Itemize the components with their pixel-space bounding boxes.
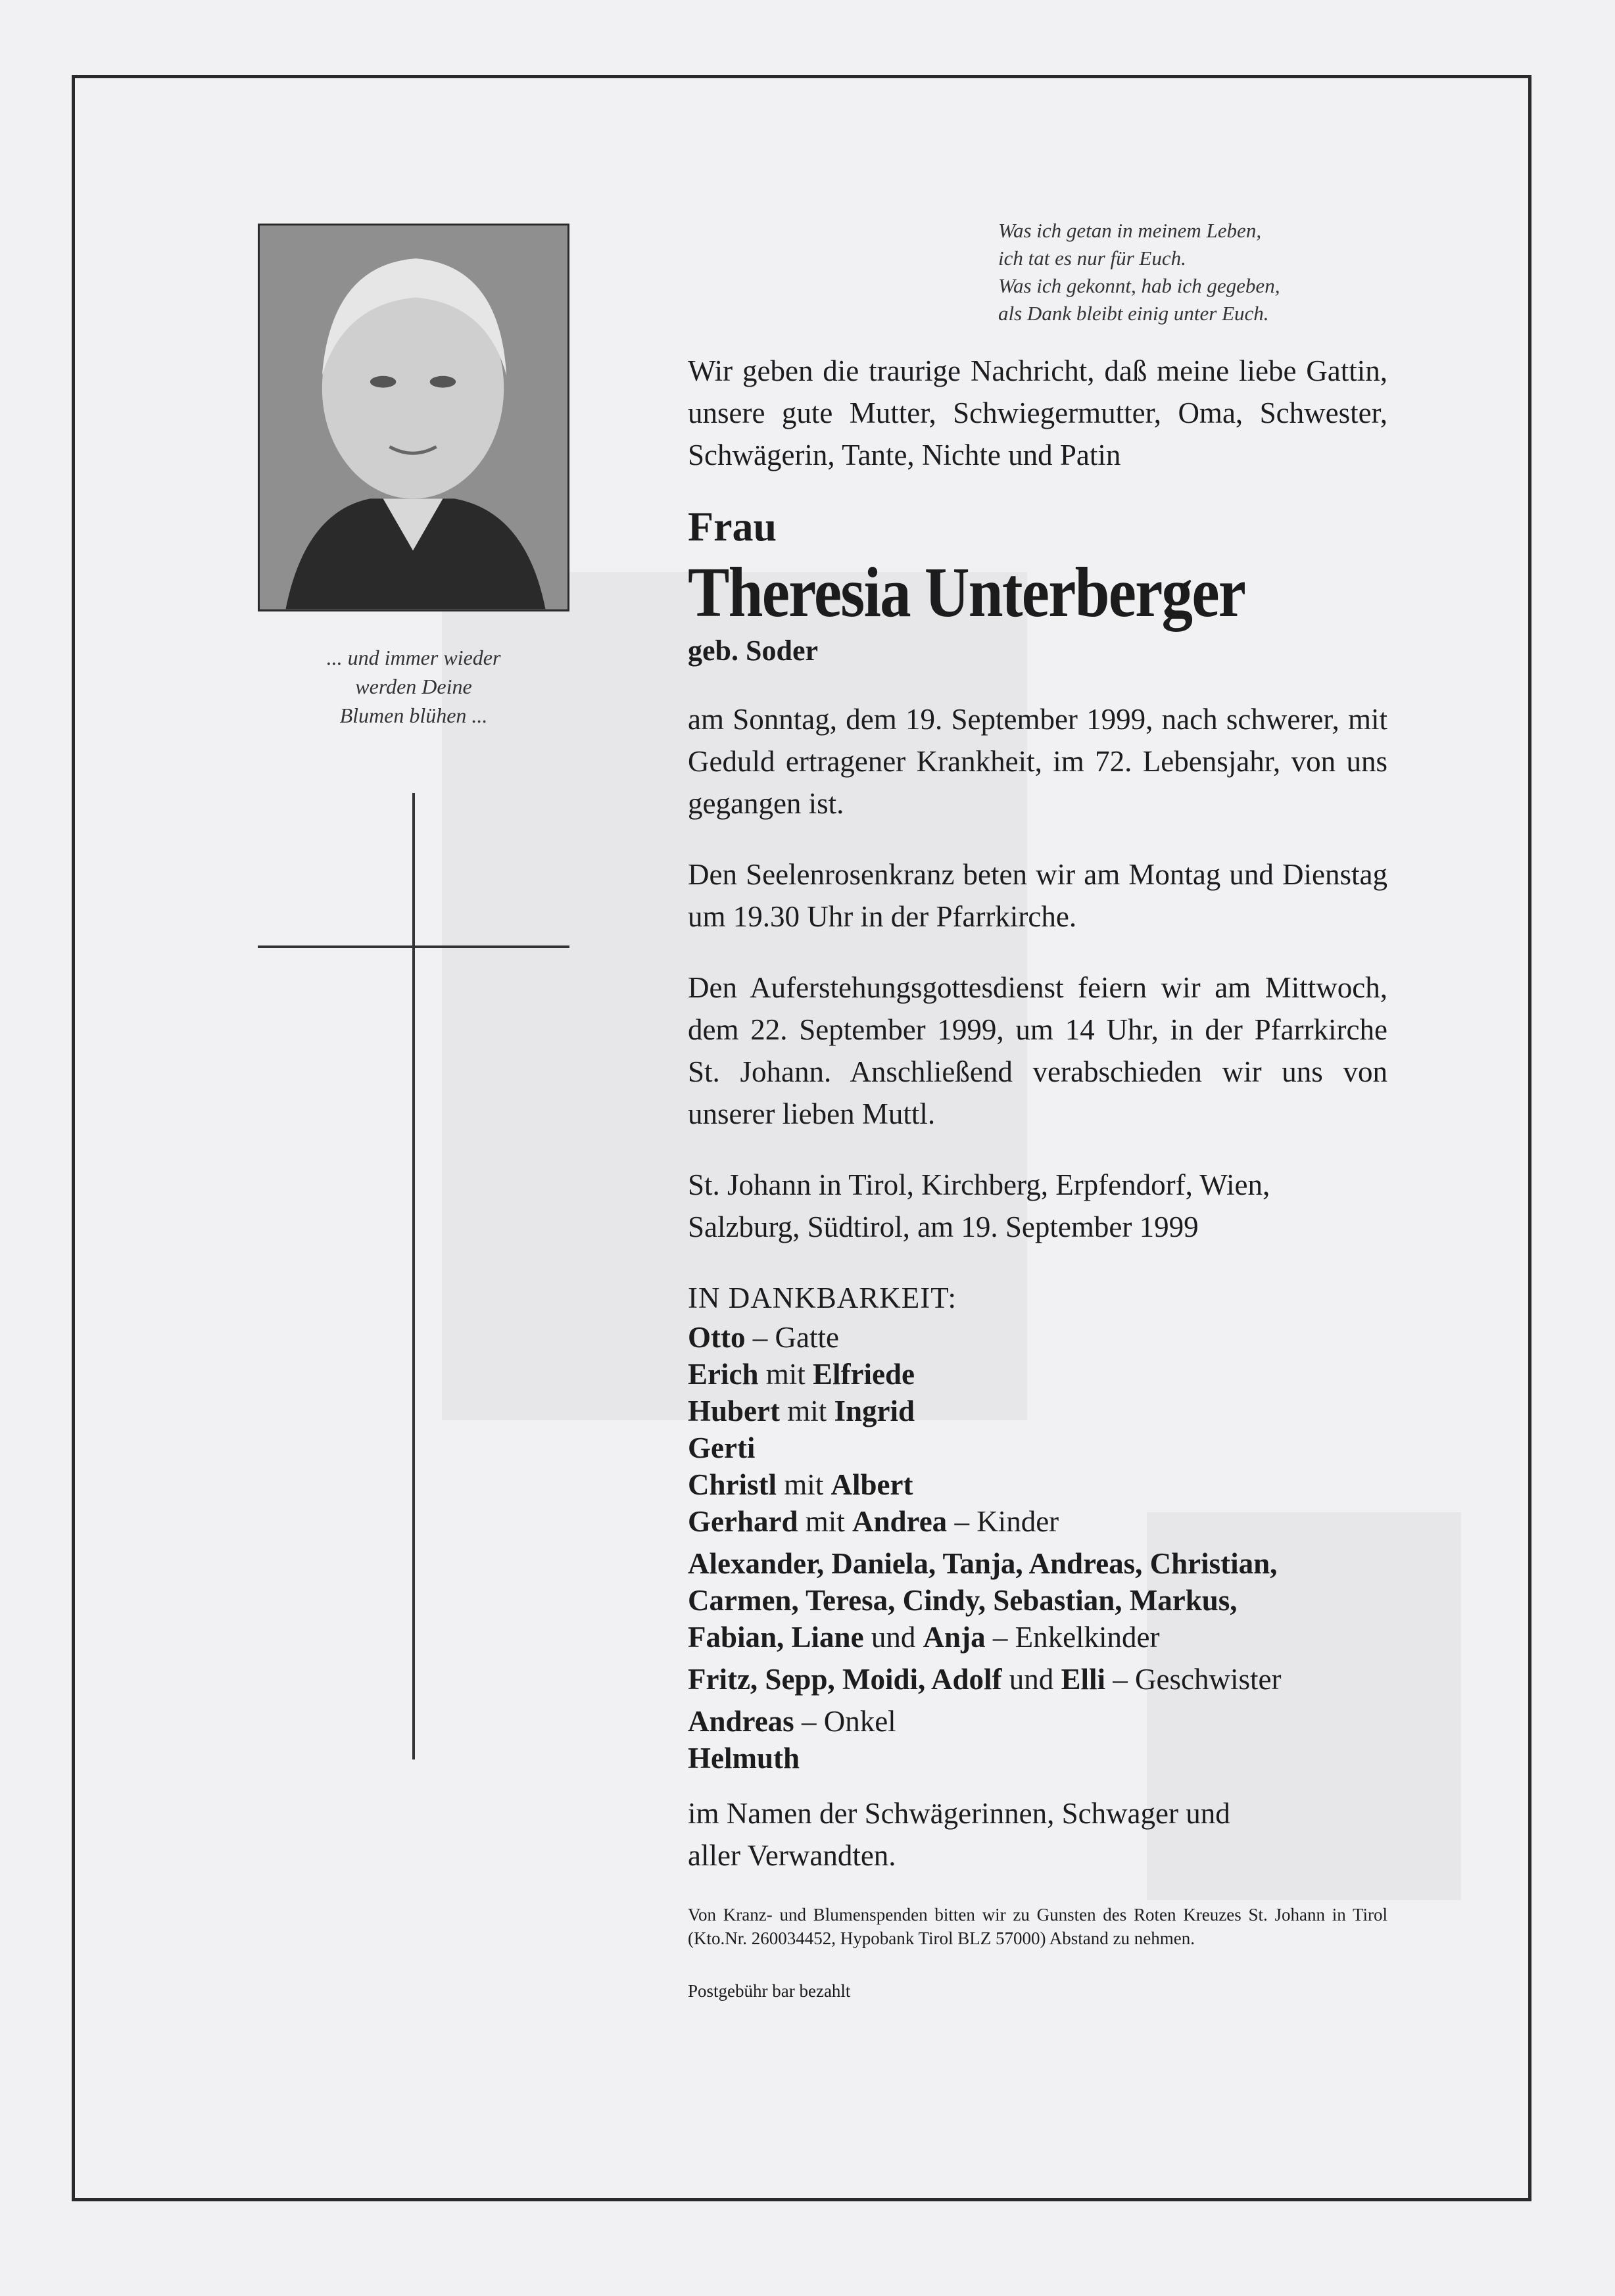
- family-name: Elfriede: [813, 1358, 915, 1391]
- family-name: Hubert: [688, 1395, 780, 1427]
- deceased-name: Theresia Unterberger: [688, 554, 1245, 632]
- family-name: Helmuth: [688, 1742, 800, 1775]
- family-connector: mit: [758, 1358, 813, 1391]
- family-name: Andreas: [688, 1705, 794, 1738]
- family-name: Otto: [688, 1321, 746, 1354]
- family-line: [688, 1582, 1387, 1619]
- family-name: Carmen, Teresa, Cindy, Sebastian, Markus,: [688, 1584, 1238, 1617]
- family-name: Ingrid: [834, 1395, 915, 1427]
- family-line: [688, 1429, 1387, 1466]
- family-name: Gerti: [688, 1431, 756, 1464]
- portrait-photo: [258, 224, 569, 611]
- family-line: [688, 1619, 1387, 1656]
- family-line: [688, 1740, 1387, 1777]
- motto-line: ich tat es nur für Euch.: [998, 247, 1186, 270]
- cross-vertical-bar: [412, 793, 415, 1759]
- family-connector: mit: [780, 1395, 834, 1427]
- cross-horizontal-bar: [258, 945, 569, 948]
- family-name: Anja: [923, 1621, 986, 1654]
- family-name: Andrea: [852, 1505, 948, 1538]
- rosary-text: Den Seelenrosenkranz beten wir am Montag und Dienstag um 19.30 Uhr in der Pfarrkirche.: [688, 858, 1387, 933]
- postage-note: Postgebühr bar bezahlt: [688, 1981, 851, 2001]
- family-role: – Onkel: [794, 1705, 896, 1738]
- family-line: [688, 1703, 1387, 1740]
- family-name: Alexander, Daniela, Tanja, Andreas, Christian,: [688, 1547, 1278, 1580]
- family-connector: und: [863, 1621, 923, 1654]
- family-connector: mit: [777, 1468, 831, 1501]
- family-line: [688, 1319, 1387, 1356]
- family-connector: und: [1001, 1663, 1061, 1696]
- gratitude-heading: IN DANKBARKEIT:: [688, 1281, 957, 1314]
- death-text: am Sonntag, dem 19. September 1999, nach schwerer, mit Geduld ertragener Krankheit, im 72. Lebensjahr, von uns gegangen ist.: [688, 703, 1387, 820]
- place-date-text: St. Johann in Tirol, Kirchberg, Erpfendorf, Wien, Salzburg, Südtirol, am 19. September 1999: [688, 1168, 1270, 1243]
- family-list: [688, 1319, 1387, 1777]
- family-name: Fritz, Sepp, Moidi, Adolf: [688, 1663, 1002, 1696]
- closing-text: im Namen der Schwägerinnen, Schwager und aller Verwandten.: [688, 1797, 1230, 1872]
- family-name: Gerhard: [688, 1505, 798, 1538]
- maiden-name: geb. Soder: [688, 634, 818, 667]
- motto-line: Was ich gekonnt, hab ich gegeben,: [998, 274, 1280, 297]
- caption-line: Blumen blühen ...: [339, 704, 488, 727]
- family-connector: mit: [798, 1505, 852, 1538]
- family-name: Christl: [688, 1468, 777, 1501]
- family-role: – Geschwister: [1105, 1663, 1282, 1696]
- family-role: – Kinder: [947, 1505, 1059, 1538]
- motto-line: Was ich getan in meinem Leben,: [998, 219, 1262, 242]
- family-line: [688, 1545, 1387, 1582]
- family-line: [688, 1661, 1387, 1698]
- caption-line: ... und immer wieder: [326, 646, 501, 669]
- family-name: Elli: [1061, 1663, 1106, 1696]
- family-line: [688, 1503, 1387, 1540]
- family-line: [688, 1393, 1387, 1429]
- family-name: Erich: [688, 1358, 759, 1391]
- family-name: Albert: [831, 1468, 913, 1501]
- motto-line: als Dank bleibt einig unter Euch.: [998, 302, 1269, 325]
- family-line: [688, 1466, 1387, 1503]
- family-line: [688, 1356, 1387, 1393]
- motto-verse: [998, 217, 1419, 327]
- intro-text: Wir geben die traurige Nachricht, daß meine liebe Gattin, unsere gute Mutter, Schwiegermutter, Oma, Schwester, Schwägerin, Tante, Nichte und Patin: [688, 354, 1387, 471]
- salutation: Frau: [688, 503, 777, 550]
- family-role: – Enkelkinder: [985, 1621, 1160, 1654]
- family-role: – Gatte: [745, 1321, 839, 1354]
- announcement-body: [688, 350, 1387, 2003]
- photo-caption: [258, 643, 569, 730]
- caption-line: werden Deine: [355, 675, 472, 698]
- service-text: Den Auferstehungsgottesdienst feiern wir am Mittwoch, dem 22. September 1999, um 14 Uhr, in der Pfarrkirche St. Johann. Anschließend verabschieden wir uns von unserer lieben Muttl.: [688, 971, 1387, 1130]
- donation-note: Von Kranz- und Blumenspenden bitten wir zu Gunsten des Roten Kreuzes St. Johann in Tirol (Kto.Nr. 260034452, Hypobank Tirol BLZ 57000) Abstand zu nehmen.: [688, 1905, 1387, 1948]
- family-name: Fabian, Liane: [688, 1621, 864, 1654]
